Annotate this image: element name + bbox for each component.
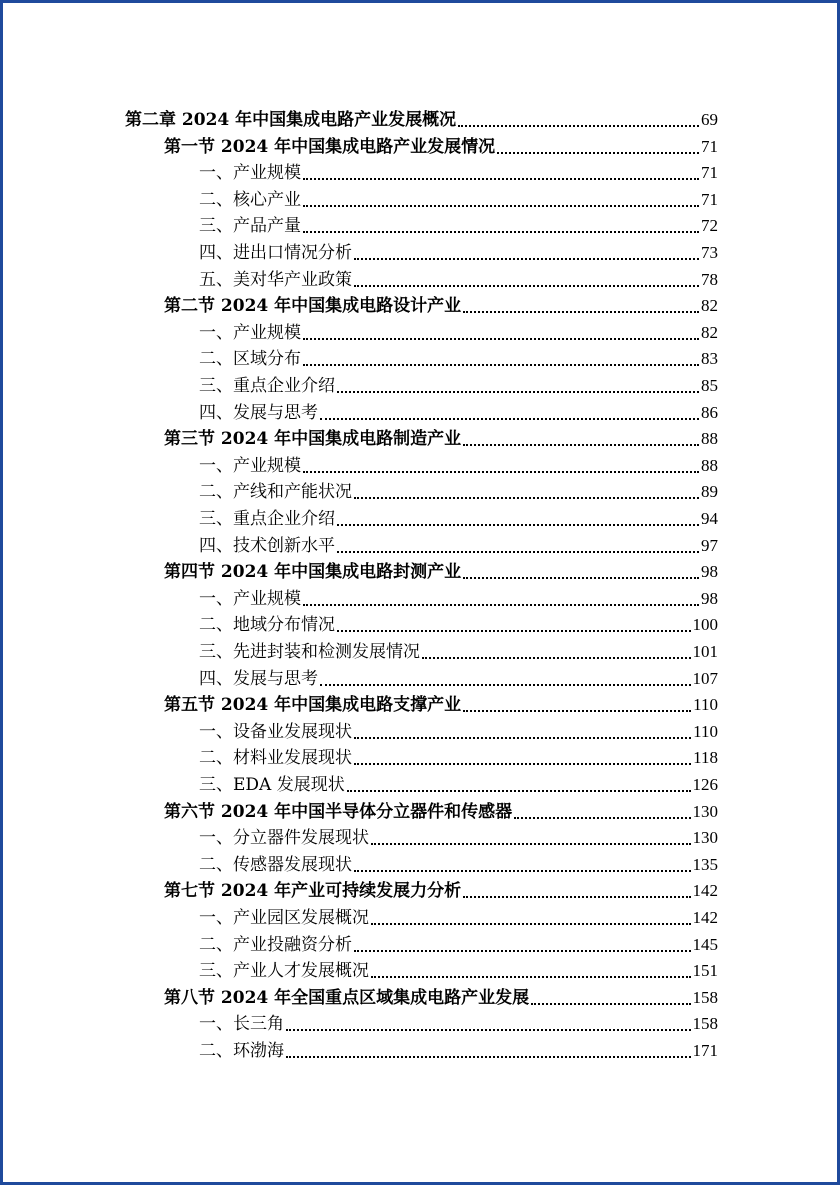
toc-subsection-entry[interactable] (199, 267, 718, 293)
toc-dot-leader (337, 373, 699, 399)
toc-subsection-entry[interactable] (199, 666, 718, 692)
toc-subsection-entry[interactable] (199, 533, 718, 559)
toc-entry-title: 一、产业园区发展概况 (199, 908, 369, 928)
toc-dot-leader (354, 267, 699, 293)
toc-page-number: 130 (692, 828, 718, 848)
toc-chapter-entry[interactable] (125, 107, 718, 133)
toc-entry-title: 一、产业规模 (199, 588, 301, 609)
toc-section-entry[interactable] (164, 426, 718, 452)
toc-page-number: 94 (701, 509, 718, 528)
toc-dot-leader (463, 559, 699, 585)
toc-entry-title: 二、地域分布情况 (199, 615, 335, 636)
toc-section-entry[interactable] (164, 985, 718, 1011)
toc-page-number: 110 (693, 695, 718, 715)
toc-entry-title: 三、产业人才发展概况 (199, 961, 369, 982)
toc-entry-title: 第二章 2024 年中国集成电路产业发展概况 (125, 110, 457, 130)
toc-page-number: 73 (701, 243, 718, 262)
toc-page-number: 82 (701, 322, 718, 342)
toc-subsection-entry[interactable] (199, 932, 718, 958)
toc-page-number: 88 (701, 429, 718, 449)
toc-page-number: 142 (692, 908, 718, 927)
toc-subsection-entry[interactable] (199, 479, 718, 505)
toc-section-entry[interactable] (164, 559, 718, 585)
toc-entry-title: 五、美对华产业政策 (199, 269, 352, 290)
toc-subsection-entry[interactable] (199, 187, 718, 213)
toc-subsection-entry[interactable] (199, 373, 718, 399)
toc-entry-title: 第三节 2024 年中国集成电路制造产业 (164, 429, 462, 450)
toc-dot-leader (371, 825, 691, 851)
toc-entry-title: 第一节 2024 年中国集成电路产业发展情况 (164, 136, 496, 157)
toc-dot-leader (354, 745, 691, 771)
toc-dot-leader (347, 772, 691, 798)
toc-page-number: 107 (692, 668, 718, 688)
toc-dot-leader (463, 878, 690, 904)
toc-section-entry[interactable] (164, 799, 718, 825)
toc-entry-title: 一、设备业发展现状 (199, 721, 352, 742)
toc-dot-leader (354, 932, 691, 958)
toc-section-entry[interactable] (164, 134, 718, 160)
toc-dot-leader (286, 1011, 691, 1037)
toc-subsection-entry[interactable] (199, 1038, 718, 1064)
toc-page-number: 71 (701, 136, 718, 156)
toc-subsection-entry[interactable] (199, 825, 718, 851)
toc-subsection-entry[interactable] (199, 160, 718, 186)
toc-dot-leader (337, 533, 699, 559)
toc-subsection-entry[interactable] (199, 719, 718, 745)
toc-entry-title: 第六节 2024 年中国半导体分立器件和传感器 (164, 801, 513, 822)
toc-page-number: 158 (692, 987, 718, 1007)
toc-dot-leader (320, 666, 691, 692)
toc-subsection-entry[interactable] (199, 1011, 718, 1037)
toc-page-number: 135 (692, 854, 718, 874)
toc-dot-leader (354, 852, 691, 878)
toc-page-number: 98 (701, 588, 718, 608)
toc-subsection-entry[interactable] (199, 320, 718, 346)
toc-page-number: 89 (701, 482, 718, 502)
toc-subsection-entry[interactable] (199, 346, 718, 372)
toc-entry-title: 三、EDA 发展现状 (199, 775, 345, 795)
toc-page-number: 145 (692, 934, 718, 954)
toc-section-entry[interactable] (164, 692, 718, 718)
toc-entry-title: 第二节 2024 年中国集成电路设计产业 (164, 296, 462, 317)
toc-dot-leader (422, 639, 691, 665)
toc-subsection-entry[interactable] (199, 453, 718, 479)
toc-page-number: 118 (693, 748, 718, 768)
toc-entry-title: 第八节 2024 年全国重点区域集成电路产业发展 (164, 987, 530, 1008)
toc-dot-leader (303, 213, 699, 239)
toc-page-number: 130 (692, 801, 718, 821)
toc-page-number: 71 (701, 189, 718, 209)
toc-dot-leader (354, 240, 699, 266)
toc-page-number: 151 (692, 961, 718, 981)
toc-entry-title: 第七节 2024 年产业可持续发展力分析 (164, 881, 462, 902)
toc-entry-title: 二、产业投融资分析 (199, 934, 352, 955)
toc-dot-leader (354, 479, 699, 505)
toc-dot-leader (286, 1038, 691, 1064)
toc-dot-leader (303, 160, 699, 186)
toc-entry-title: 二、环渤海 (199, 1041, 284, 1061)
toc-page-number: 98 (701, 562, 718, 582)
toc-page-number: 126 (692, 775, 718, 794)
toc-dot-leader (463, 692, 691, 718)
toc-entry-title: 一、分立器件发展现状 (199, 828, 369, 849)
toc-entry-title: 第四节 2024 年中国集成电路封测产业 (164, 562, 462, 583)
toc-subsection-entry[interactable] (199, 213, 718, 239)
toc-entry-title: 四、发展与思考 (199, 402, 318, 423)
toc-dot-leader (303, 320, 699, 346)
toc-page-number: 171 (692, 1041, 718, 1060)
toc-entry-title: 二、产线和产能状况 (199, 482, 352, 503)
toc-dot-leader (531, 985, 690, 1011)
toc-dot-leader (463, 426, 699, 452)
toc-subsection-entry[interactable] (199, 639, 718, 665)
toc-entry-title: 三、产品产量 (199, 216, 301, 237)
toc-entry-title: 二、区域分布 (199, 349, 301, 370)
toc-subsection-entry[interactable] (199, 745, 718, 771)
toc-page-number: 72 (701, 216, 718, 236)
toc-entry-title: 二、核心产业 (199, 189, 301, 210)
toc-page-number: 110 (693, 721, 718, 741)
toc-entry-title: 二、材料业发展现状 (199, 748, 352, 769)
toc-page-number: 78 (701, 269, 718, 289)
toc-page-number: 86 (701, 402, 718, 422)
toc-page-number: 101 (692, 642, 718, 661)
toc-page-number: 82 (701, 296, 718, 316)
toc-section-entry[interactable] (164, 293, 718, 319)
toc-page-number: 83 (701, 349, 718, 369)
toc-dot-leader (337, 612, 691, 638)
toc-entry-title: 一、产业规模 (199, 455, 301, 476)
toc-entry-title: 一、长三角 (199, 1014, 284, 1035)
toc-subsection-entry[interactable] (199, 852, 718, 878)
toc-dot-leader (458, 107, 699, 133)
toc-subsection-entry[interactable] (199, 772, 718, 798)
toc-entry-title: 三、先进封装和检测发展情况 (199, 642, 420, 662)
toc-dot-leader (463, 293, 699, 319)
toc-entry-title: 四、发展与思考 (199, 668, 318, 689)
toc-subsection-entry[interactable] (199, 958, 718, 984)
toc-entry-title: 一、产业规模 (199, 322, 301, 343)
toc-subsection-entry[interactable] (199, 240, 718, 266)
toc-page-number: 142 (692, 881, 718, 901)
toc-subsection-entry[interactable] (199, 612, 718, 638)
toc-page-number: 100 (692, 615, 718, 635)
toc-dot-leader (514, 799, 690, 825)
toc-entry-title: 三、重点企业介绍 (199, 376, 335, 396)
toc-entry-title: 三、重点企业介绍 (199, 509, 335, 529)
toc-entry-title: 第五节 2024 年中国集成电路支撑产业 (164, 695, 462, 716)
toc-dot-leader (303, 586, 699, 612)
toc-page-number: 69 (701, 110, 718, 129)
toc-page-number: 97 (701, 535, 718, 555)
toc-dot-leader (371, 958, 691, 984)
toc-dot-leader (303, 346, 699, 372)
toc-dot-leader (354, 719, 691, 745)
toc-subsection-entry[interactable] (199, 905, 718, 931)
toc-subsection-entry[interactable] (199, 586, 718, 612)
toc-page-number: 88 (701, 455, 718, 475)
toc-dot-leader (320, 400, 699, 426)
toc-subsection-entry[interactable] (199, 506, 718, 532)
toc-subsection-entry[interactable] (199, 400, 718, 426)
toc-dot-leader (303, 187, 699, 213)
toc-dot-leader (303, 453, 699, 479)
toc-page-number: 85 (701, 376, 718, 395)
toc-dot-leader (497, 134, 699, 160)
toc-entry-title: 二、传感器发展现状 (199, 854, 352, 875)
toc-dot-leader (371, 905, 691, 931)
toc-entry-title: 四、技术创新水平 (199, 535, 335, 556)
toc-page-number: 158 (692, 1014, 718, 1034)
toc-entry-title: 四、进出口情况分析 (199, 243, 352, 263)
toc-entry-title: 一、产业规模 (199, 163, 301, 184)
toc-section-entry[interactable] (164, 878, 718, 904)
toc-page-number: 71 (701, 163, 718, 183)
toc-dot-leader (337, 506, 699, 532)
